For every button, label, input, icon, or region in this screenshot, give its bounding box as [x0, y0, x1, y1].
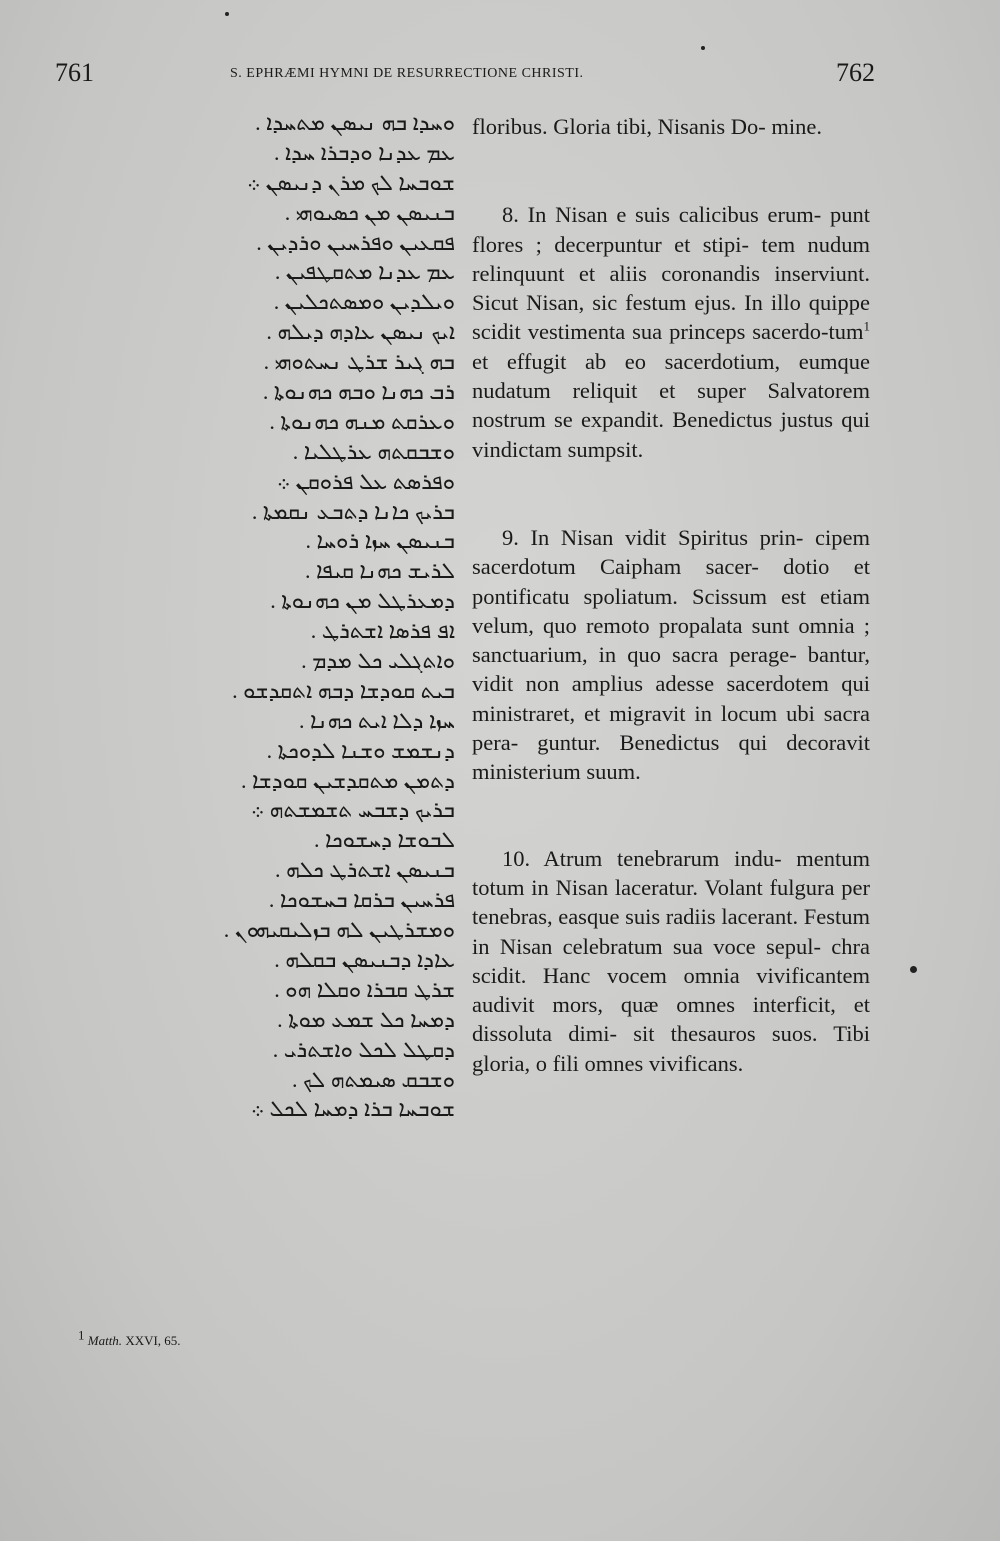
left-page-number: 761: [55, 58, 94, 87]
syriac-line: ܥܐܕܐ ܕܒܢܝܣܢ ܒܩܠܗ .: [274, 946, 455, 972]
syriac-line: ܫܪܛ ܩܒܪܐ ܘܩܠܐ ܗܘ .: [274, 976, 455, 1002]
footnote: $^1$ Matth. XXVI, 65.: [78, 1327, 181, 1348]
syriac-line: ܠܪܝܫ ܟܗܢܐ ܩܝܦܐ .: [304, 558, 455, 584]
syriac-line: ܦܩܥܝܢ ܘܦܪܚܝܢ ܘܪܕܝܢ .: [256, 229, 455, 255]
syriac-line: ܕܡܚܐ ܟܠ ܫܡܥ ܡܘܬܐ .: [277, 1006, 455, 1032]
syriac-line: ܘܥܪܩܬ ܡܢܗ ܟܗܢܘܬܐ .: [269, 408, 455, 434]
syriac-line: ܒܢܝܣܢ ܐܫܬܪܛ ܟܠܗ .: [274, 857, 455, 883]
syriac-line: ܕܡܥܪܛܠ ܡܢ ܟܗܢܘܬܐ .: [270, 588, 455, 614]
latin-continuation: floribus. Gloria tibi, Nisanis Do- mine.: [472, 114, 822, 139]
syriac-line: ܒܪܝܟ ܕܫܒܚ ܬܫܡܫܬܗ ܀: [250, 797, 455, 823]
syriac-line: ܒܢܝܣܢ ܚܙܐ ܪܘܚܐ .: [305, 528, 455, 554]
syriac-line: ܫܘܒܚܐ ܠܟ ܡܪܢ ܕܢܝܣܢ ܀: [247, 169, 455, 195]
syriac-line: ܘܐܬܓܠܝ ܟܠ ܡܕܡ .: [301, 648, 455, 674]
ink-speck: [225, 12, 229, 16]
syriac-line: ܦܪܚܝܢ ܒܪܩܐ ܒܚܫܘܟܐ .: [268, 887, 455, 913]
latin-paragraph-9: 9. In Nisan vidit Spiritus prin- cipem sacerdotum Caipham sacer- dotio et pontificatu spoliatum. Scissum est etiam velum, quo remoto propalata sunt omnia ; sanctuarium, in quo sacra perage- bantur, vidit non amplius adesse sacerdotem qui ministraret, et migravit in locum ubi sacra pera- guntur. Benedictus qui decoravit ministerium suum.: [472, 524, 871, 785]
syriac-line: ܠܒܘܫܐ ܕܚܫܘܟܐ .: [313, 827, 455, 853]
syriac-line: ܒܝܬ ܩܘܕܫܐ ܕܒܗ ܐܬܩܕܫܘ .: [232, 677, 455, 703]
syriac-line: ܘܫܒܩ ܣܝܡܬܗ ܠܟ .: [291, 1066, 455, 1092]
syriac-line: ܘܝܠܕܝܢ ܘܡܣܬܟܠܝܢ .: [273, 289, 455, 315]
syriac-text-column: [150, 108, 455, 1124]
syriac-line: ܘܡܫܪܛܝܢ ܠܗ ܒܙܠܝܩܝܗܘܢ .: [223, 917, 455, 943]
ink-speck: [910, 966, 917, 973]
syriac-line: ܐܝܟ ܢܝܣܢ ܥܐܕܗ ܕܝܠܗ .: [266, 319, 455, 345]
syriac-line: ܚܙܐ ܕܠܐ ܐܝܬ ܟܗܢܐ .: [298, 707, 455, 733]
latin-paragraph-10: 10. Atrum tenebrarum indu- mentum totum in Nisan laceratur. Volant fulgura per tenebras, easque suis radiis lacerant. Festum in Nisan celebratum sua voce sepul- chra scidit. Hanc vocem omnia vivificantem audivit mors, quæ omnes interficit, et dissoluta dimi- sit thesauros suos. Tibi gloria, o fili omnes vivificans.: [472, 845, 871, 1076]
syriac-line: ܐܦ ܦܪܣܐ ܐܫܬܪܛ .: [310, 618, 455, 644]
syriac-line: ܒܗ ܓܝܪ ܫܪܛ ܢܚܬܘܗܝ .: [263, 349, 455, 375]
syriac-line: ܥܡ ܥܕܢܐ ܘܕܒܪܐ ܚܕܐ .: [274, 139, 455, 165]
syriac-line: ܘܫܒܩܬܗ ܥܪܛܠܝܐ .: [292, 438, 455, 464]
footnote-marker: 1: [863, 318, 871, 334]
right-page-number: 762: [836, 58, 875, 87]
syriac-line: ܕܬܡܢ ܡܬܩܕܫܝܢ ܩܘܕܫܐ .: [240, 767, 455, 793]
syriac-line: ܒܢܝܣܢ ܡܢ ܟܣܝܘܗܝ .: [284, 199, 455, 225]
latin-text-column: [472, 112, 870, 1078]
syriac-line: ܪܒ ܟܗܢܐ ܘܒܗ ܟܗܢܘܬܐ .: [262, 379, 455, 405]
syriac-line: ܕܩܛܠ ܠܟܠ ܘܐܫܬܪܝ .: [272, 1036, 455, 1062]
syriac-line: ܒܪܝܟ ܟܐܢܐ ܕܬܒܥ ܢܩܡܬܐ .: [251, 498, 455, 524]
footnote-reference: XXVI, 65.: [125, 1333, 181, 1348]
running-head: S. EPHRÆMI HYMNI DE RESURRECTIONE CHRISTI.: [230, 66, 584, 81]
latin-paragraph-8: 8. In Nisan e suis calicibus erum- punt flores ; decerpuntur et stipi- tem nudum relinquunt et aliis coronandis inserviunt. Sicut Nisan, sic festum ejus. In illo quippe scidit vestimenta sua princeps sacerdo-tum$^1$ et effugit ab eo sacerdotium, eumque nudatum reliquit et super Salvatorem nostrum se expandit. Benedictus justus qui vindictam sumpsit.: [472, 202, 871, 462]
syriac-line: ܕܢܫܡܫ ܘܫܢܐ ܠܕܘܟܬܐ .: [266, 737, 455, 763]
ink-speck: [701, 46, 705, 50]
syriac-line: ܫܘܒܚܐ ܒܪܐ ܕܡܚܐ ܠܟܠ ܀: [250, 1096, 455, 1122]
footnote-author: Matth.: [87, 1333, 123, 1348]
syriac-line: ܘܦܪܣܬ ܥܠ ܦܪܘܩܢ ܀: [276, 468, 455, 494]
syriac-line: ܘܚܕܐ ܒܗ ܢܝܣܢ ܡܬܚܕܐ .: [255, 110, 455, 135]
syriac-line: ܥܡ ܥܕܢܐ ܡܬܩܛܦܝܢ .: [274, 259, 455, 285]
page-header: [55, 58, 875, 94]
